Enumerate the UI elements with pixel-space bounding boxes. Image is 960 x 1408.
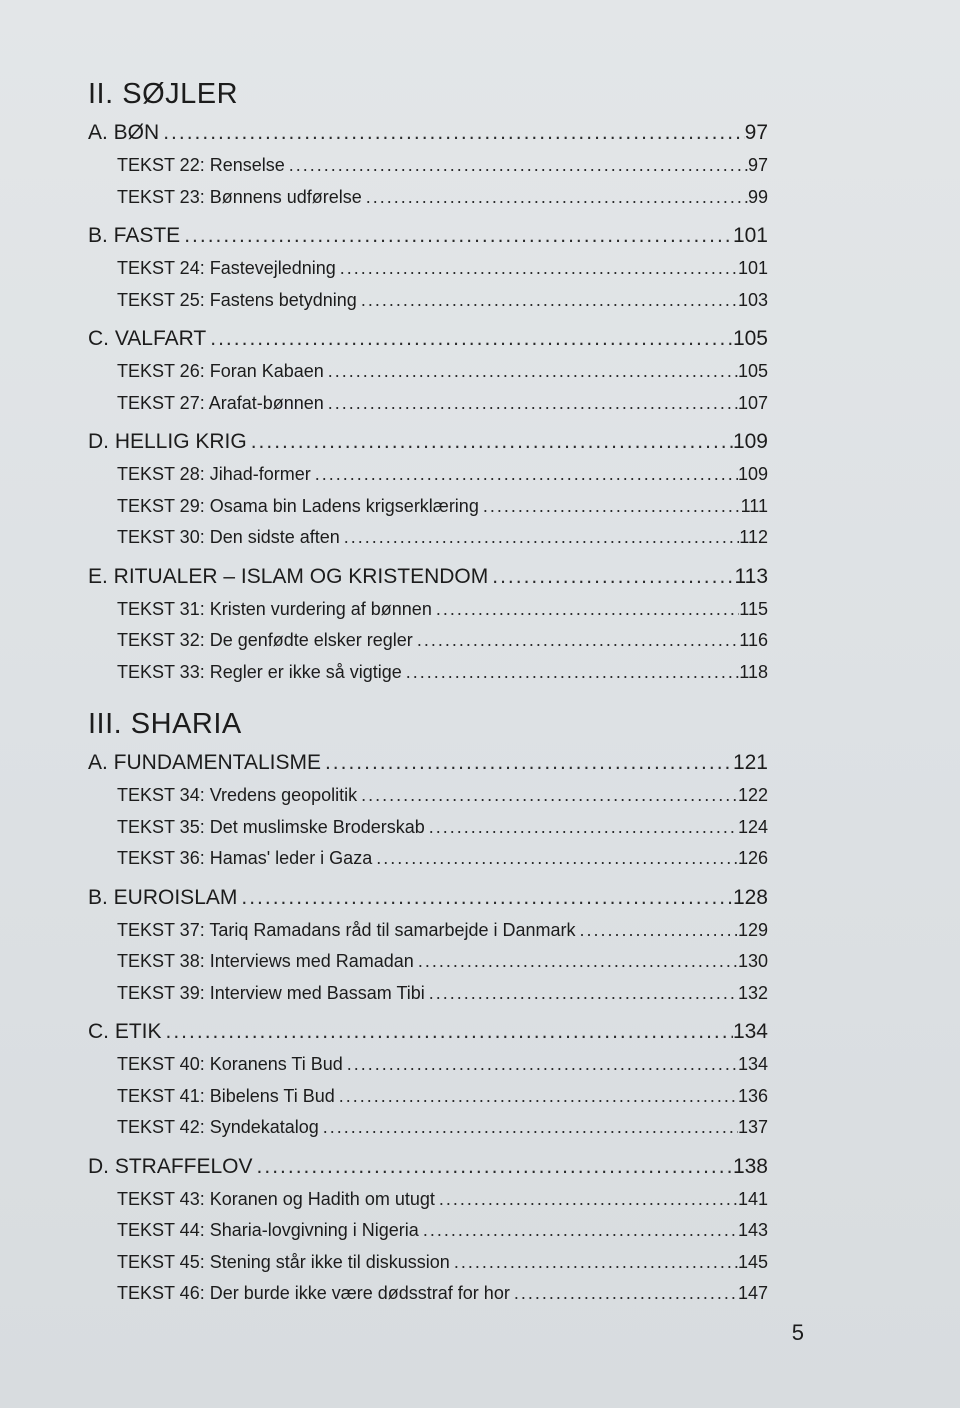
dot-leader xyxy=(336,253,738,285)
table-of-contents xyxy=(88,72,768,1310)
toc-page-number: 143 xyxy=(737,1220,768,1240)
dot-leader xyxy=(576,915,738,947)
toc-text-entry xyxy=(88,388,768,420)
dot-leader xyxy=(372,843,738,875)
toc-page-number: 132 xyxy=(737,982,768,1003)
toc-text-entry xyxy=(88,657,768,689)
toc-section xyxy=(88,322,768,356)
toc-page-number: 97 xyxy=(747,155,768,175)
dot-leader xyxy=(479,491,741,523)
toc-text-entry xyxy=(88,1278,768,1310)
toc-section-label: B. EUROISLAM xyxy=(88,885,238,909)
toc-text-entry xyxy=(88,1247,768,1279)
dot-leader xyxy=(206,322,733,356)
toc-page-number: 121 xyxy=(732,751,768,774)
toc-page-number: 147 xyxy=(737,1283,768,1303)
toc-text-label: TEKST 37: Tariq Ramadans råd til samarbejde i Danmark xyxy=(117,919,576,940)
dot-leader xyxy=(450,1247,738,1279)
toc-text-label: TEKST 28: Jihad-former xyxy=(117,464,311,484)
toc-page-number: 105 xyxy=(737,361,768,381)
toc-page-number: 101 xyxy=(732,224,768,247)
toc-text-label: TEKST 22: Renselse xyxy=(117,155,285,175)
toc-page-number: 103 xyxy=(737,289,768,310)
dot-leader xyxy=(311,459,738,491)
toc-section-label: D. HELLIG KRIG xyxy=(88,430,247,453)
toc-text-entry xyxy=(88,915,768,947)
toc-text-entry xyxy=(88,253,768,285)
toc-text-entry xyxy=(88,182,768,214)
toc-page-number: 134 xyxy=(732,1020,768,1043)
toc-text-entry xyxy=(88,1049,768,1081)
toc-section-label: B. FASTE xyxy=(88,224,181,247)
page-number: 5 xyxy=(791,1320,804,1345)
dot-leader xyxy=(425,978,738,1010)
toc-page-number: 145 xyxy=(737,1251,768,1272)
toc-text-label: TEKST 41: Bibelens Ti Bud xyxy=(117,1085,335,1106)
toc-page-number: 136 xyxy=(737,1085,768,1106)
toc-page-number: 113 xyxy=(734,564,768,588)
dot-leader xyxy=(435,1184,738,1216)
toc-page-number: 109 xyxy=(732,430,768,453)
toc-section xyxy=(88,881,768,915)
toc-page-number: 126 xyxy=(737,848,768,868)
toc-section xyxy=(88,1150,768,1184)
part-title: III. SHARIA xyxy=(88,708,242,740)
toc-text-entry xyxy=(88,1215,768,1247)
dot-leader xyxy=(419,1215,738,1247)
toc-text-label: TEKST 34: Vredens geopolitik xyxy=(117,785,358,805)
dot-leader xyxy=(237,881,733,915)
toc-page-number: 122 xyxy=(737,785,768,805)
dot-leader xyxy=(357,780,738,812)
toc-text-entry xyxy=(88,594,768,626)
toc-text-label: TEKST 46: Der burde ikke være dødsstraf for hor xyxy=(117,1283,510,1303)
toc-page-number: 99 xyxy=(747,186,768,207)
dot-leader xyxy=(321,746,733,780)
toc-section-label: E. RITUALER – ISLAM OG KRISTENDOM xyxy=(88,564,489,588)
dot-leader xyxy=(510,1278,738,1310)
dot-leader xyxy=(159,116,744,150)
toc-page-number: 118 xyxy=(739,661,768,682)
toc-text-entry xyxy=(88,1081,768,1113)
dot-leader xyxy=(324,356,738,388)
dot-leader xyxy=(402,657,740,689)
toc-text-label: TEKST 33: Regler er ikke så vigtige xyxy=(117,661,402,682)
dot-leader xyxy=(335,1081,738,1113)
toc-text-label: TEKST 27: Arafat-bønnen xyxy=(117,392,324,413)
toc-text-label: TEKST 39: Interview med Bassam Tibi xyxy=(117,982,425,1003)
toc-text-label: TEKST 45: Stening står ikke til diskussion xyxy=(117,1251,450,1272)
toc-section-label: A. BØN xyxy=(88,121,160,144)
dot-leader xyxy=(253,1150,733,1184)
dot-leader xyxy=(180,219,733,253)
toc-text-label: TEKST 36: Hamas' leder i Gaza xyxy=(117,848,373,868)
toc-text-entry xyxy=(88,946,768,978)
part-title: II. SØJLER xyxy=(88,78,239,110)
toc-page-number: 137 xyxy=(737,1117,768,1137)
toc-text-entry xyxy=(88,1112,768,1144)
dot-leader xyxy=(432,594,739,626)
toc-page-number: 101 xyxy=(737,258,768,278)
toc-text-label: TEKST 29: Osama bin Ladens krigserklæring xyxy=(117,495,479,516)
dot-leader xyxy=(319,1112,738,1144)
toc-page-number: 130 xyxy=(737,951,768,971)
toc-page-number: 115 xyxy=(739,598,768,619)
toc-text-label: TEKST 40: Koranens Ti Bud xyxy=(117,1054,343,1074)
dot-leader xyxy=(414,946,738,978)
dot-leader xyxy=(425,812,738,844)
toc-text-entry xyxy=(88,356,768,388)
toc-section-label: A. FUNDAMENTALISME xyxy=(88,751,321,774)
toc-text-entry xyxy=(88,625,768,657)
toc-page-number: 105 xyxy=(732,327,768,350)
dot-leader xyxy=(162,1015,733,1049)
toc-page-number: 97 xyxy=(744,121,768,144)
toc-section xyxy=(88,425,768,459)
toc-text-label: TEKST 35: Det muslimske Broderskab xyxy=(117,816,425,837)
toc-text-label: TEKST 44: Sharia-lovgivning i Nigeria xyxy=(117,1220,419,1240)
toc-text-entry xyxy=(88,459,768,491)
dot-leader xyxy=(488,560,734,594)
toc-text-label: TEKST 43: Koranen og Hadith om utugt xyxy=(117,1188,435,1209)
toc-page-number: 107 xyxy=(737,392,768,413)
toc-section xyxy=(88,116,768,150)
toc-text-entry xyxy=(88,491,768,523)
dot-leader xyxy=(247,425,733,459)
toc-text-entry xyxy=(88,843,768,875)
toc-section xyxy=(88,560,768,594)
toc-page-number: 111 xyxy=(740,495,768,516)
toc-text-entry xyxy=(88,522,768,554)
toc-section-label: C. VALFART xyxy=(88,327,207,350)
toc-text-entry xyxy=(88,812,768,844)
toc-page-number: 124 xyxy=(737,816,768,837)
dot-leader xyxy=(285,150,748,182)
dot-leader xyxy=(324,388,738,420)
toc-page-number: 129 xyxy=(737,919,768,940)
toc-section xyxy=(88,746,768,780)
toc-text-label: TEKST 23: Bønnens udførelse xyxy=(117,186,362,207)
toc-text-entry xyxy=(88,978,768,1010)
toc-section xyxy=(88,219,768,253)
toc-text-entry xyxy=(88,780,768,812)
dot-leader xyxy=(362,182,748,214)
toc-page-number: 116 xyxy=(739,630,768,650)
toc-text-label: TEKST 42: Syndekatalog xyxy=(117,1117,319,1137)
toc-text-label: TEKST 26: Foran Kabaen xyxy=(117,361,324,381)
toc-page-number: 112 xyxy=(739,527,768,547)
toc-text-label: TEKST 31: Kristen vurdering af bønnen xyxy=(117,598,432,619)
toc-page-number: 128 xyxy=(732,885,768,909)
toc-text-entry xyxy=(88,150,768,182)
toc-page-number: 109 xyxy=(737,464,768,484)
dot-leader xyxy=(340,522,740,554)
toc-text-label: TEKST 24: Fastevejledning xyxy=(117,258,336,278)
toc-text-label: TEKST 30: Den sidste aften xyxy=(117,527,340,547)
toc-text-label: TEKST 38: Interviews med Ramadan xyxy=(117,951,414,971)
toc-section-label: C. ETIK xyxy=(88,1020,162,1043)
toc-text-label: TEKST 25: Fastens betydning xyxy=(117,289,357,310)
toc-page-number: 134 xyxy=(737,1054,768,1074)
dot-leader xyxy=(343,1049,738,1081)
dot-leader xyxy=(357,285,738,317)
toc-page-number: 138 xyxy=(732,1154,768,1178)
toc-section xyxy=(88,1015,768,1049)
dot-leader xyxy=(413,625,739,657)
toc-page-number: 141 xyxy=(737,1188,768,1209)
toc-section-label: D. STRAFFELOV xyxy=(88,1154,253,1178)
toc-text-entry xyxy=(88,1184,768,1216)
toc-text-label: TEKST 32: De genfødte elsker regler xyxy=(117,630,413,650)
toc-text-entry xyxy=(88,285,768,317)
